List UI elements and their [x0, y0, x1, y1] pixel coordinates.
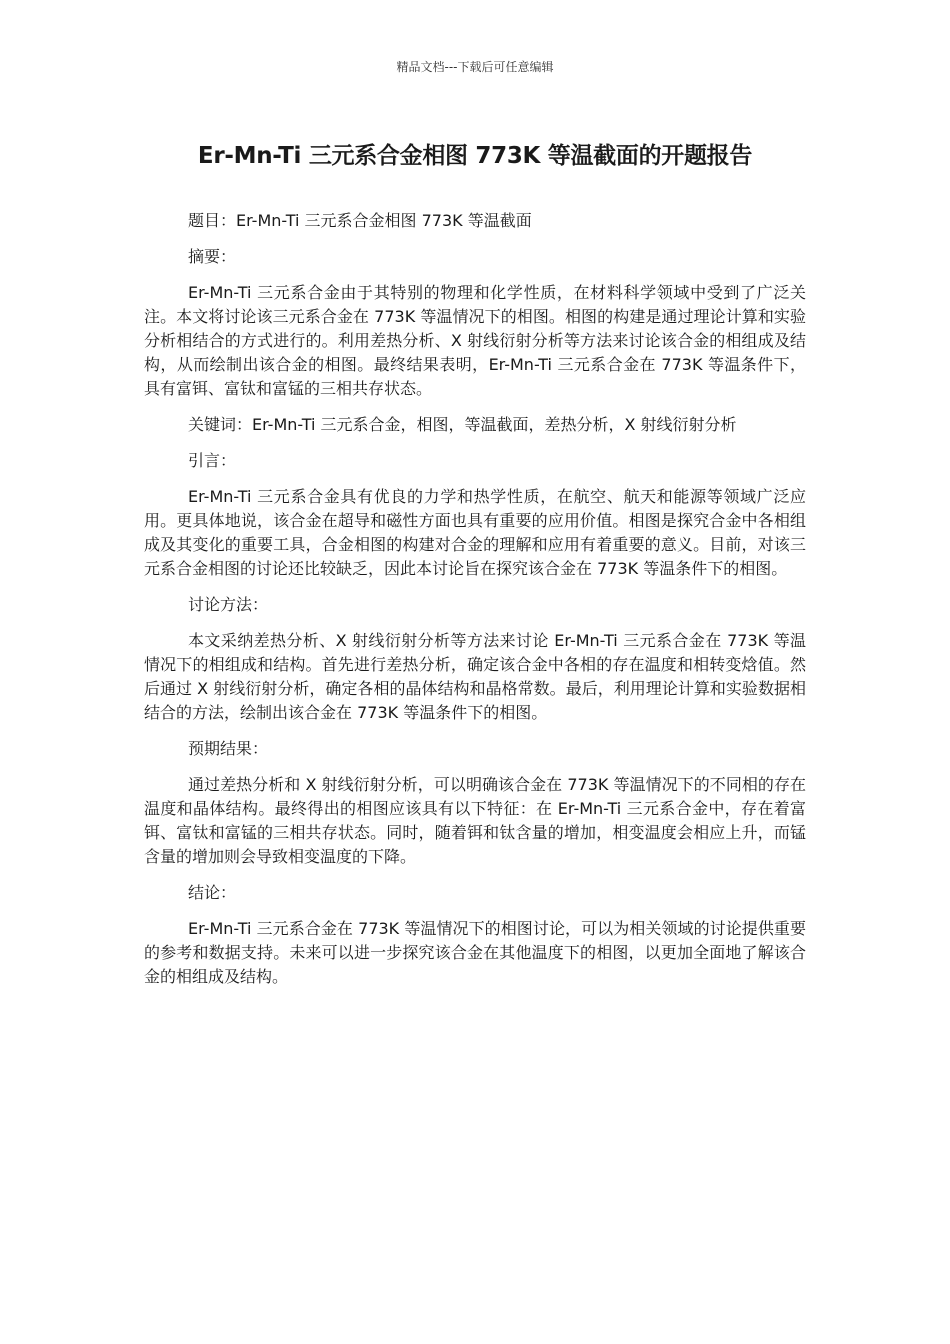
- expected-results-heading: 预期结果：: [188, 739, 269, 758]
- introduction-heading: 引言：: [188, 451, 237, 470]
- document-body: [144, 209, 806, 1001]
- methods-paragraph: 本文采纳差热分析、X 射线衍射分析等方法来讨论 Er-Mn-Ti 三元系合金在 773K 等温情况下的相组成和结构。首先进行差热分析，确定该合金中各相的存在温度和相转变焓值。然后通过 X 射线衍射分析，确定各相的晶体结构和晶格常数。最后，利用理论计算和实验数据相结合的方法，绘制出该合金在 773K 等温条件下的相图。: [144, 631, 806, 722]
- document-title: Er-Mn-Ti 三元系合金相图 773K 等温截面的开题报告: [197, 143, 753, 169]
- expected-results-paragraph: 通过差热分析和 X 射线衍射分析，可以明确该合金在 773K 等温情况下的不同相的存在温度和晶体结构。最终得出的相图应该具有以下特征：在 Er-Mn-Ti 三元系合金中，存在着富铒、富钛和富锰的三相共存状态。同时，随着铒和钛含量的增加，相变温度会相应上升，而锰含量的增加则会导致相变温度的下降。: [144, 775, 806, 866]
- introduction-paragraph: Er-Mn-Ti 三元系合金具有优良的力学和热学性质，在航空、航天和能源等领域广泛应用。更具体地说，该合金在超导和磁性方面也具有重要的应用价值。相图是探究合金中各相组成及其变化的重要工具，合金相图的构建对合金的理解和应用有着重要的意义。目前，对该三元系合金相图的讨论还比较缺乏，因此本讨论旨在探究该合金在 773K 等温条件下的相图。: [144, 487, 806, 578]
- conclusion-paragraph: Er-Mn-Ti 三元系合金在 773K 等温情况下的相图讨论，可以为相关领域的讨论提供重要的参考和数据支持。未来可以进一步探究该合金在其他温度下的相图，以更加全面地了解该合金的相组成及结构。: [144, 919, 806, 986]
- keywords-line: 关键词：Er-Mn-Ti 三元系合金，相图，等温截面，差热分析，X 射线衍射分析: [188, 415, 737, 434]
- methods-heading: 讨论方法：: [188, 595, 269, 614]
- conclusion-heading: 结论：: [188, 883, 237, 902]
- abstract-heading: 摘要：: [188, 247, 237, 266]
- abstract-paragraph: Er-Mn-Ti 三元系合金由于其特别的物理和化学性质，在材料科学领域中受到了广泛关注。本文将讨论该三元系合金在 773K 等温情况下的相图。相图的构建是通过理论计算和实验分析相结合的方式进行的。利用差热分析、X 射线衍射分析等方法来讨论该合金的相组成及结构，从而绘制出该合金的相图。最终结果表明，Er-Mn-Ti 三元系合金在 773K 等温条件下，具有富铒、富钛和富锰的三相共存状态。: [144, 283, 806, 398]
- topic-line: 题目：Er-Mn-Ti 三元系合金相图 773K 等温截面: [188, 211, 532, 230]
- header-note: 精品文档---下载后可任意编辑: [396, 60, 554, 74]
